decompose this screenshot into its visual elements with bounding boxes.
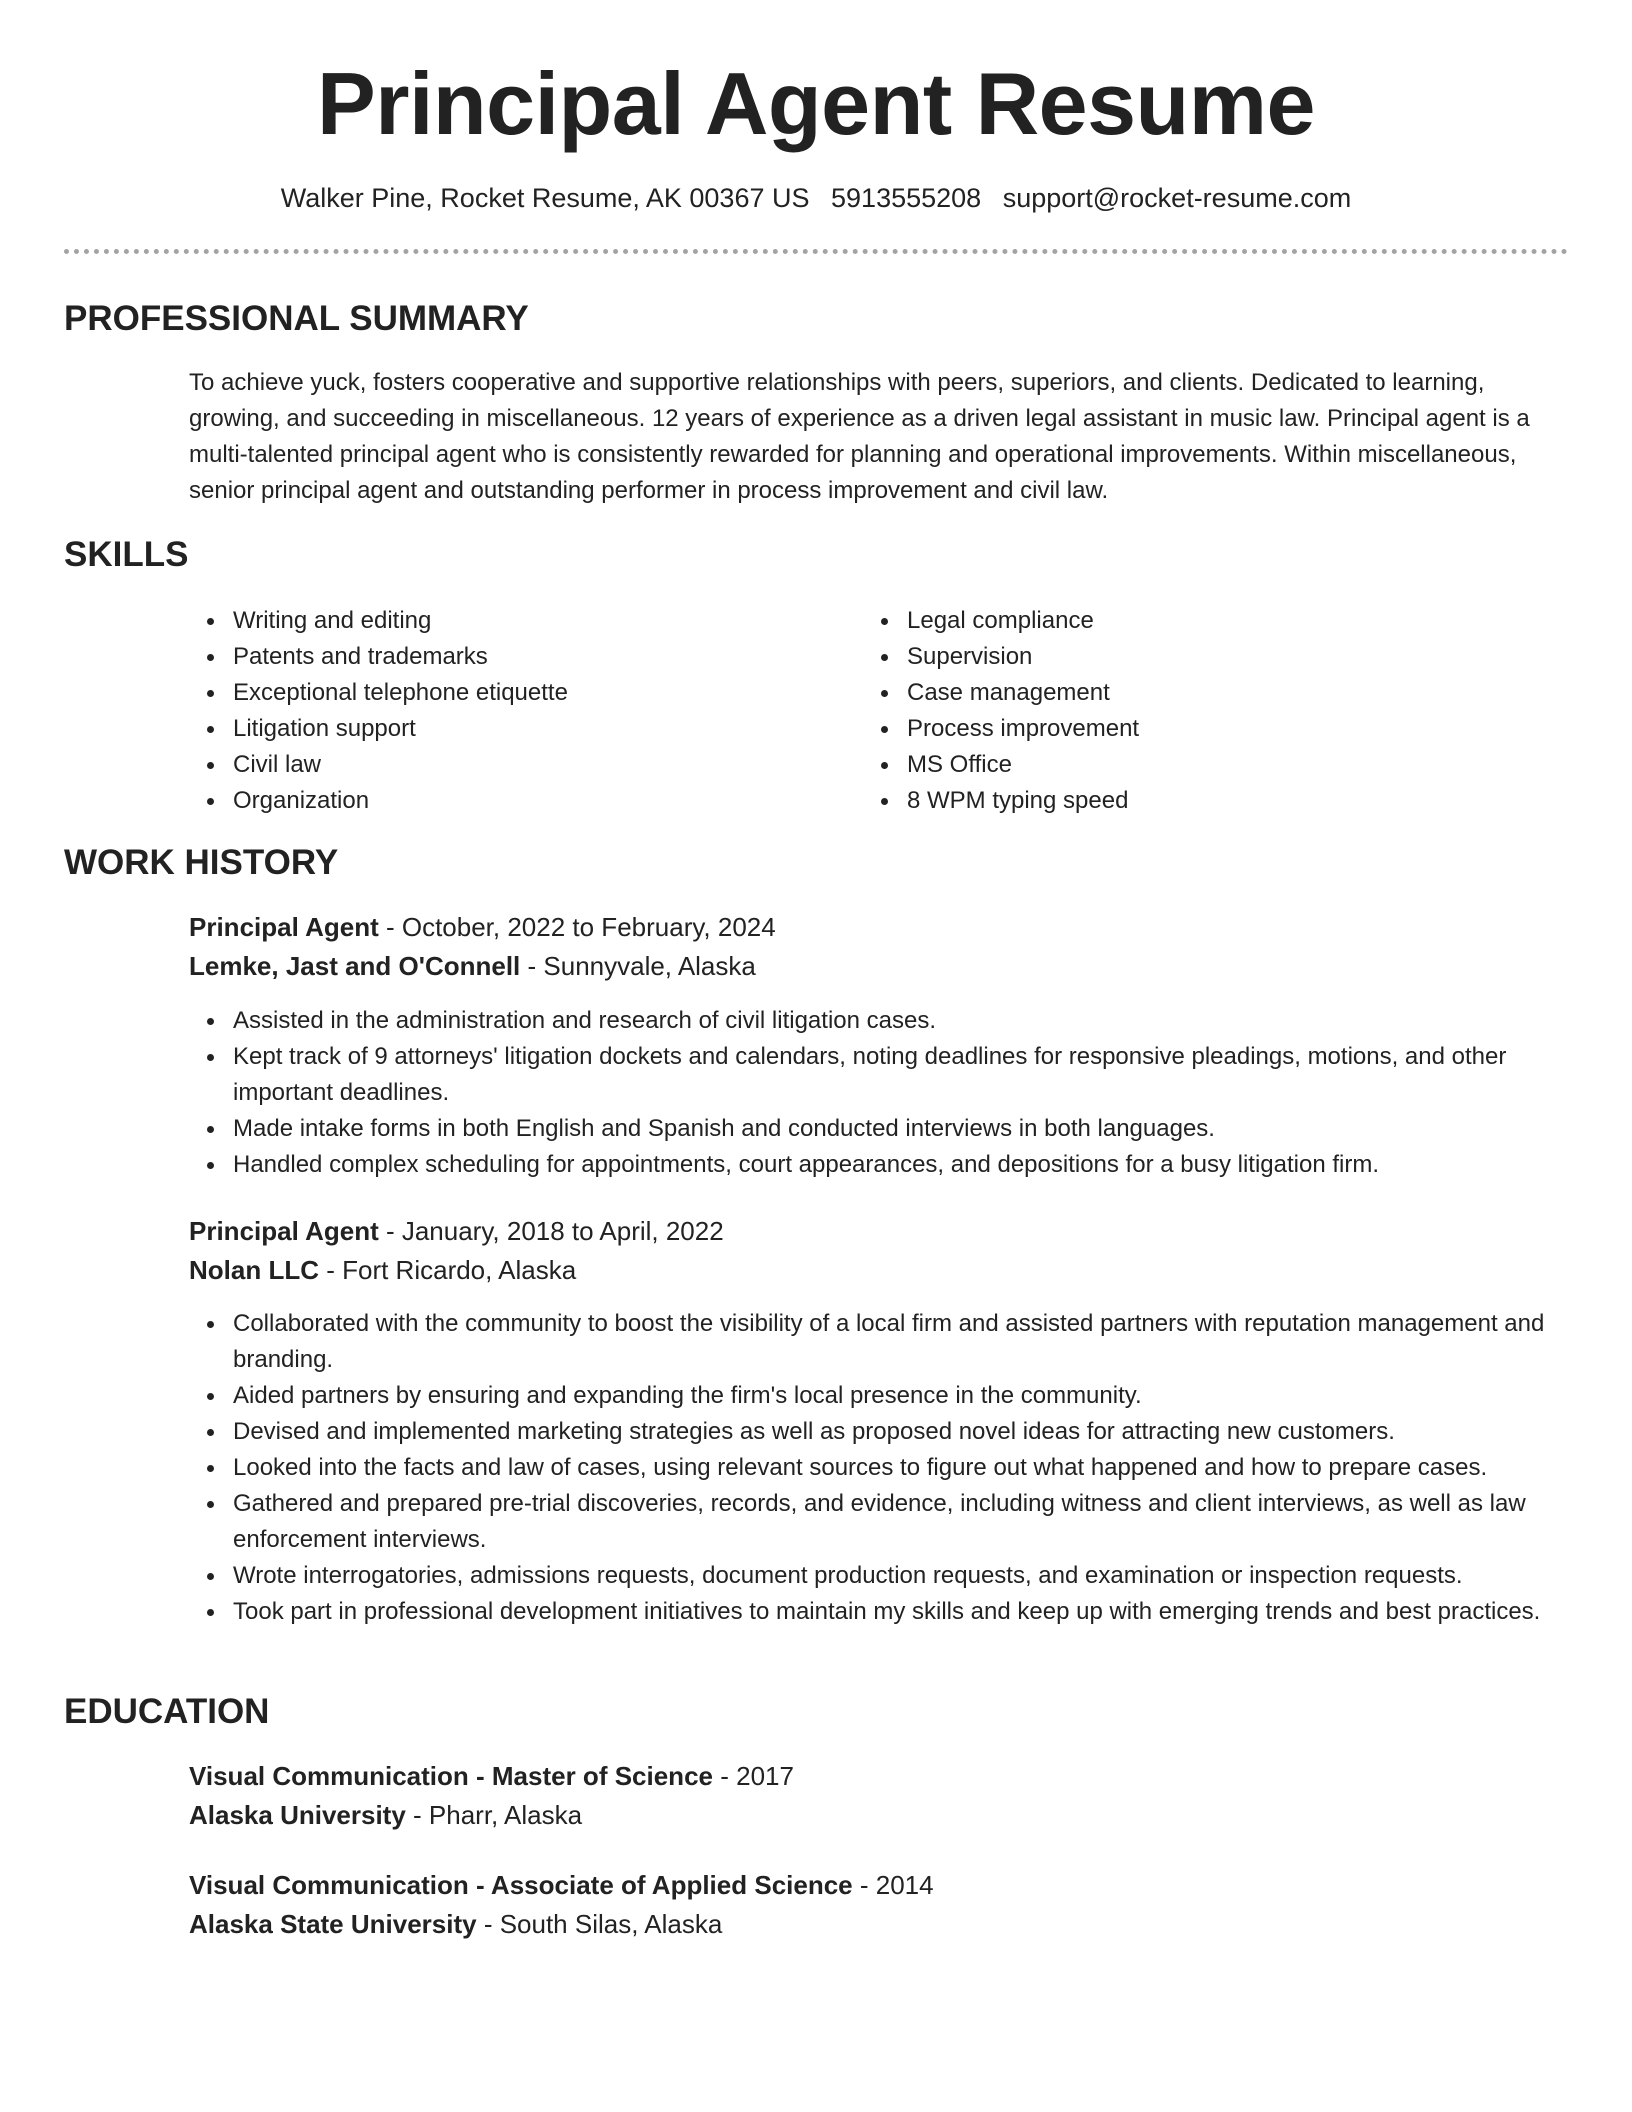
job-location: - Fort Ricardo, Alaska [319, 1255, 577, 1285]
education-degree: Visual Communication - Master of Science [189, 1761, 713, 1791]
header-divider [64, 249, 1568, 254]
job-bullet: Devised and implemented marketing strategies as well as proposed novel ideas for attracting new customers. [189, 1414, 1569, 1450]
job-company: Nolan LLC [189, 1255, 319, 1285]
job-bullet: Handled complex scheduling for appointments, court appearances, and depositions for a busy litigation firm. [189, 1147, 1569, 1183]
education-location: - South Silas, Alaska [476, 1909, 723, 1939]
skills-list-right [863, 603, 1523, 819]
contact-line [0, 180, 1632, 216]
skill-item: Organization [189, 783, 849, 819]
skills-list-left [189, 603, 849, 819]
skill-item: Exceptional telephone etiquette [189, 675, 849, 711]
job-company-line [189, 1251, 1569, 1290]
page-title: Principal Agent Resume [317, 54, 1315, 153]
education-degree-line [189, 1866, 1569, 1905]
section-heading-skills: SKILLS [64, 535, 189, 574]
job-company-line [189, 947, 1569, 986]
skill-item: 8 WPM typing speed [863, 783, 1523, 819]
job-bullet: Made intake forms in both English and Spanish and conducted interviews in both languages. [189, 1111, 1569, 1147]
job-bullet: Kept track of 9 attorneys' litigation dockets and calendars, noting deadlines for responsive pleadings, motions, and other important deadlines. [189, 1039, 1569, 1111]
skill-item: Writing and editing [189, 603, 849, 639]
job-bullet: Collaborated with the community to boost the visibility of a local firm and assisted partners with reputation management and branding. [189, 1306, 1569, 1378]
job-bullet: Wrote interrogatories, admissions requests, document production requests, and examination or inspection requests. [189, 1558, 1569, 1594]
job-bullets [189, 1306, 1569, 1630]
section-heading-work-history: WORK HISTORY [64, 843, 339, 882]
education-school: Alaska University [189, 1800, 406, 1830]
skill-item: Process improvement [863, 711, 1523, 747]
education-degree: Visual Communication - Associate of Applied Science [189, 1870, 853, 1900]
skill-item: Supervision [863, 639, 1523, 675]
job-dates: - October, 2022 to February, 2024 [378, 912, 776, 942]
education-year: - 2017 [713, 1761, 794, 1791]
skill-item: Litigation support [189, 711, 849, 747]
job-location: - Sunnyvale, Alaska [520, 951, 756, 981]
education-school: Alaska State University [189, 1909, 477, 1939]
summary-text: To achieve yuck, fosters cooperative and supportive relationships with peers, superiors, and clients. Dedicated to learning, growing, and succeeding in miscellaneous. 12 years of experience as a driven legal assistant in music law. Principal agent is a multi-talented principal agent who is consistently rewarded for planning and operational improvements. Within miscellaneous, senior principal agent and outstanding performer in process improvement and civil law. [189, 369, 1530, 504]
job-title: Principal Agent [189, 1216, 379, 1246]
skill-item: Legal compliance [863, 603, 1523, 639]
skill-item: MS Office [863, 747, 1523, 783]
skill-item: Civil law [189, 747, 849, 783]
job-bullets [189, 1003, 1569, 1183]
education-school-line [189, 1796, 1569, 1835]
education-degree-line [189, 1757, 1569, 1796]
job-bullet: Assisted in the administration and research of civil litigation cases. [189, 1003, 1569, 1039]
education-school-line [189, 1905, 1569, 1944]
section-heading-summary: PROFESSIONAL SUMMARY [64, 299, 529, 338]
job-bullet: Gathered and prepared pre-trial discoveries, records, and evidence, including witness and client interviews, as well as law enforcement interviews. [189, 1486, 1569, 1558]
job-title-line [189, 908, 1569, 947]
job-bullet: Took part in professional development initiatives to maintain my skills and keep up with emerging trends and best practices. [189, 1594, 1569, 1630]
job-dates: - January, 2018 to April, 2022 [378, 1216, 724, 1246]
job-company: Lemke, Jast and O'Connell [189, 951, 521, 981]
job-title: Principal Agent [189, 912, 379, 942]
section-heading-education: EDUCATION [64, 1692, 270, 1731]
education-year: - 2014 [852, 1870, 934, 1900]
contact-address: Walker Pine, Rocket Resume, AK 00367 US [280, 183, 810, 213]
skill-item: Patents and trademarks [189, 639, 849, 675]
contact-email: support@rocket-resume.com [1002, 183, 1352, 213]
job-title-line [189, 1212, 1569, 1251]
contact-phone: 5913555208 [831, 183, 982, 213]
job-bullet: Aided partners by ensuring and expanding the firm's local presence in the community. [189, 1378, 1569, 1414]
education-location: - Pharr, Alaska [405, 1800, 583, 1830]
job-bullet: Looked into the facts and law of cases, using relevant sources to figure out what happened and how to prepare cases. [189, 1450, 1569, 1486]
skill-item: Case management [863, 675, 1523, 711]
